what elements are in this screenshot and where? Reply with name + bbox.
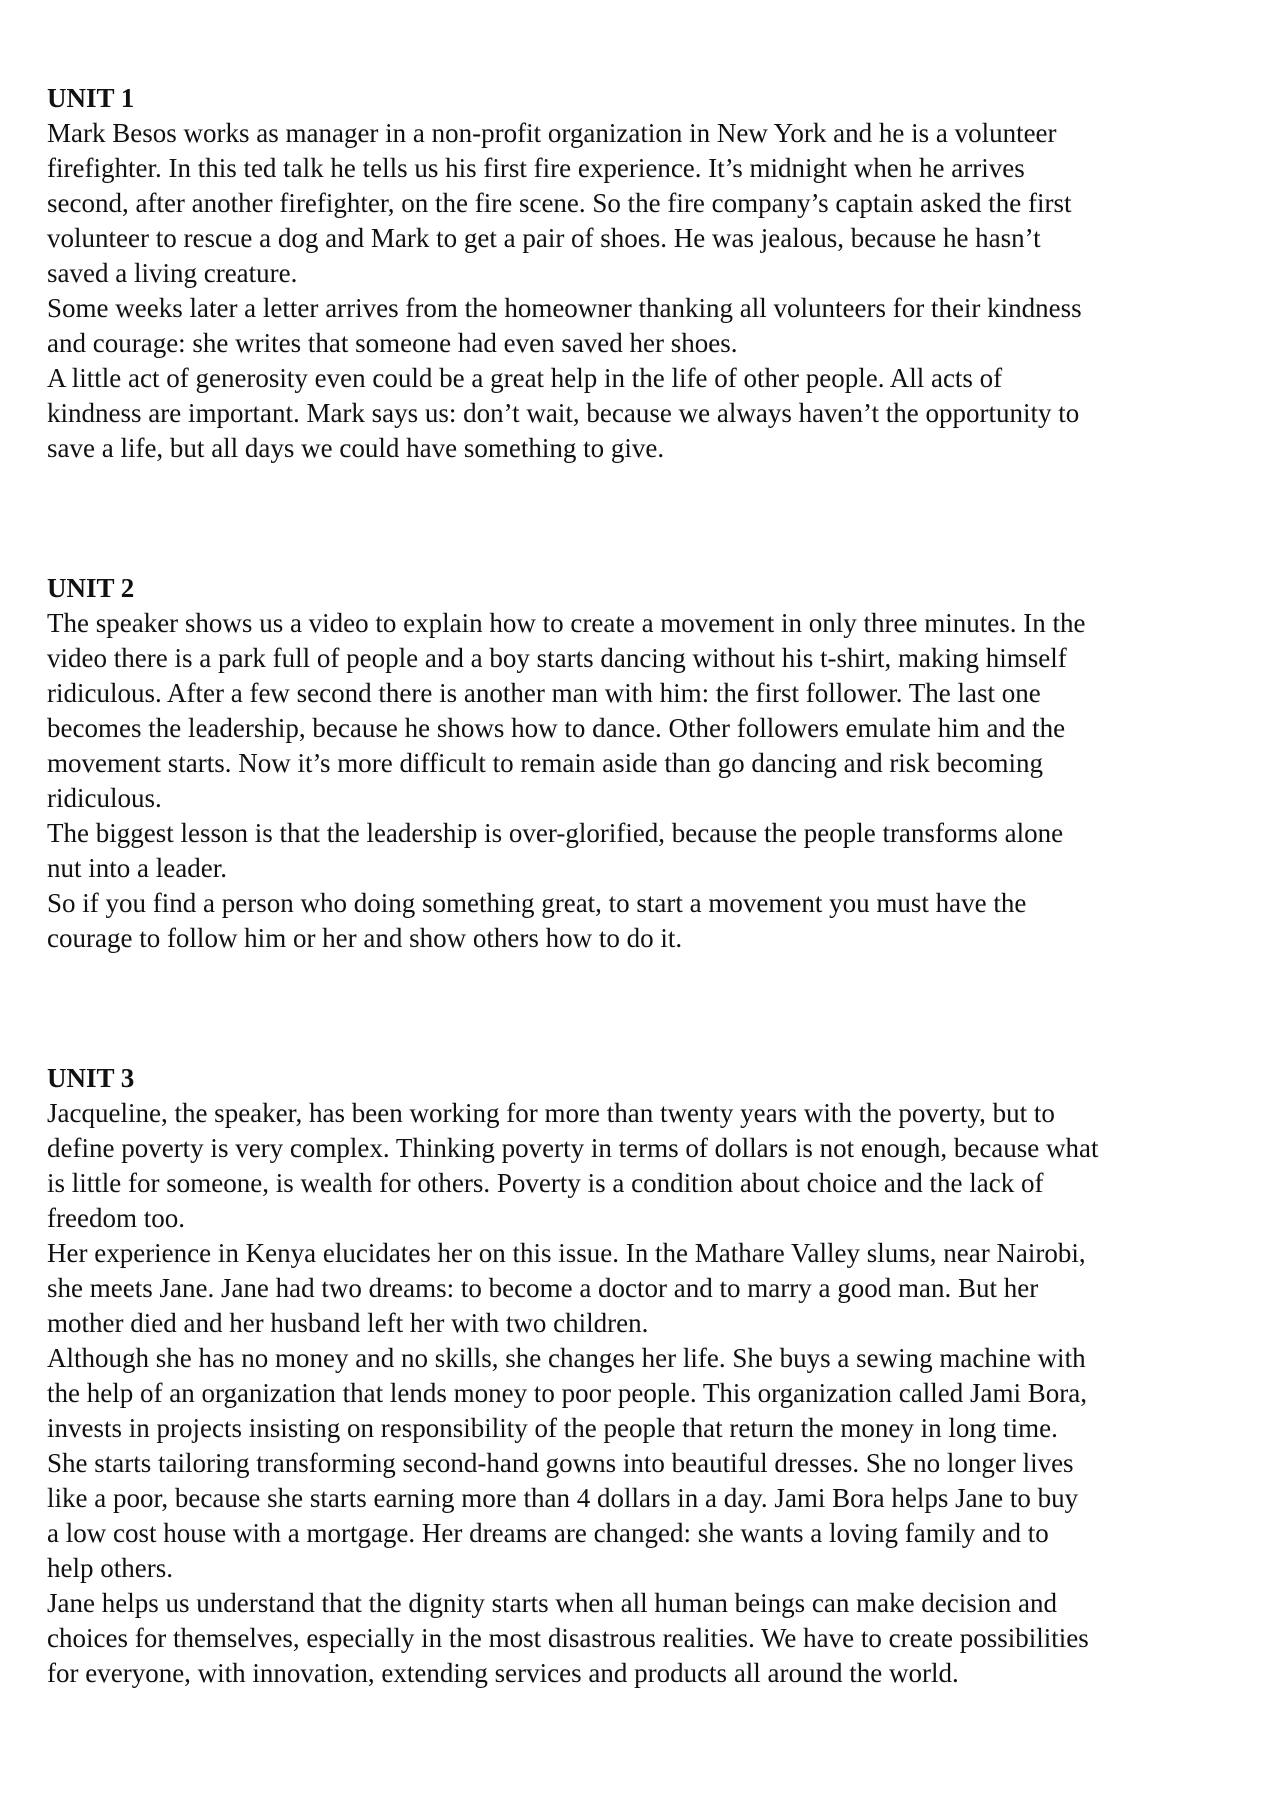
unit-3-line: freedom too. <box>47 1203 185 1233</box>
unit-1-section <box>47 81 1247 466</box>
unit-3-section <box>47 1061 1247 1691</box>
unit-2-line: video there is a park full of people and a boy starts dancing without his t-shirt, making himself <box>47 643 1067 673</box>
unit-3-line: is little for someone, is wealth for others. Poverty is a condition about choice and the lack of <box>47 1168 1044 1198</box>
unit-2-line: ridiculous. After a few second there is another man with him: the first follower. The last one <box>47 678 1041 708</box>
document-page <box>47 81 1247 1691</box>
unit-3-line: help others. <box>47 1553 173 1583</box>
unit-2-line: courage to follow him or her and show others how to do it. <box>47 923 683 953</box>
unit-3-line: Although she has no money and no skills, she changes her life. She buys a sewing machine with <box>47 1343 1086 1373</box>
unit-3-line: She starts tailoring transforming second-hand gowns into beautiful dresses. She no longer lives <box>47 1448 1074 1478</box>
unit-1-line: save a life, but all days we could have something to give. <box>47 433 665 463</box>
unit-2-line: The speaker shows us a video to explain how to create a movement in only three minutes. In the <box>47 608 1086 638</box>
unit-1-line: volunteer to rescue a dog and Mark to get a pair of shoes. He was jealous, because he hasn’t <box>47 223 1041 253</box>
unit-2-line: The biggest lesson is that the leadership is over-glorified, because the people transforms alone <box>47 818 1064 848</box>
unit-3-line: she meets Jane. Jane had two dreams: to become a doctor and to marry a good man. But her <box>47 1273 1039 1303</box>
unit-1-line: A little act of generosity even could be a great help in the life of other people. All acts of <box>47 363 1003 393</box>
unit-2-title: UNIT 2 <box>47 573 135 603</box>
unit-2-section <box>47 571 1247 956</box>
unit-3-line: a low cost house with a mortgage. Her dreams are changed: she wants a loving family and to <box>47 1518 1049 1548</box>
unit-2-line: ridiculous. <box>47 783 162 813</box>
unit-1-line: kindness are important. Mark says us: don’t wait, because we always haven’t the opportunity to <box>47 398 1080 428</box>
unit-2-line: nut into a leader. <box>47 853 227 883</box>
unit-1-line: and courage: she writes that someone had even saved her shoes. <box>47 328 738 358</box>
unit-2-line: So if you find a person who doing something great, to start a movement you must have the <box>47 888 1027 918</box>
unit-3-line: mother died and her husband left her with two children. <box>47 1308 649 1338</box>
unit-3-line: Her experience in Kenya elucidates her on this issue. In the Mathare Valley slums, near Nairobi, <box>47 1238 1086 1268</box>
unit-3-title: UNIT 3 <box>47 1063 135 1093</box>
unit-3-line: the help of an organization that lends money to poor people. This organization called Jami Bora, <box>47 1378 1087 1408</box>
unit-2-line: becomes the leadership, because he shows how to dance. Other followers emulate him and the <box>47 713 1066 743</box>
unit-2-line: movement starts. Now it’s more difficult to remain aside than go dancing and risk becoming <box>47 748 1044 778</box>
unit-1-line: Some weeks later a letter arrives from the homeowner thanking all volunteers for their kindness <box>47 293 1082 323</box>
unit-3-line: Jacqueline, the speaker, has been working for more than twenty years with the poverty, but to <box>47 1098 1055 1128</box>
unit-3-line: invests in projects insisting on responsibility of the people that return the money in long time. <box>47 1413 1058 1443</box>
unit-3-line: like a poor, because she starts earning more than 4 dollars in a day. Jami Bora helps Jane to buy <box>47 1483 1079 1513</box>
unit-1-line: second, after another firefighter, on the fire scene. So the fire company’s captain asked the first <box>47 188 1072 218</box>
unit-1-title: UNIT 1 <box>47 83 135 113</box>
unit-3-line: Jane helps us understand that the dignity starts when all human beings can make decision and <box>47 1588 1058 1618</box>
unit-1-line: saved a living creature. <box>47 258 298 288</box>
unit-1-line: Mark Besos works as manager in a non-profit organization in New York and he is a volunteer <box>47 118 1057 148</box>
unit-3-line: for everyone, with innovation, extending services and products all around the world. <box>47 1658 959 1688</box>
unit-1-line: firefighter. In this ted talk he tells us his first fire experience. It’s midnight when he arrives <box>47 153 1025 183</box>
unit-3-line: choices for themselves, especially in the most disastrous realities. We have to create possibilities <box>47 1623 1089 1653</box>
unit-3-line: define poverty is very complex. Thinking poverty in terms of dollars is not enough, because what <box>47 1133 1099 1163</box>
